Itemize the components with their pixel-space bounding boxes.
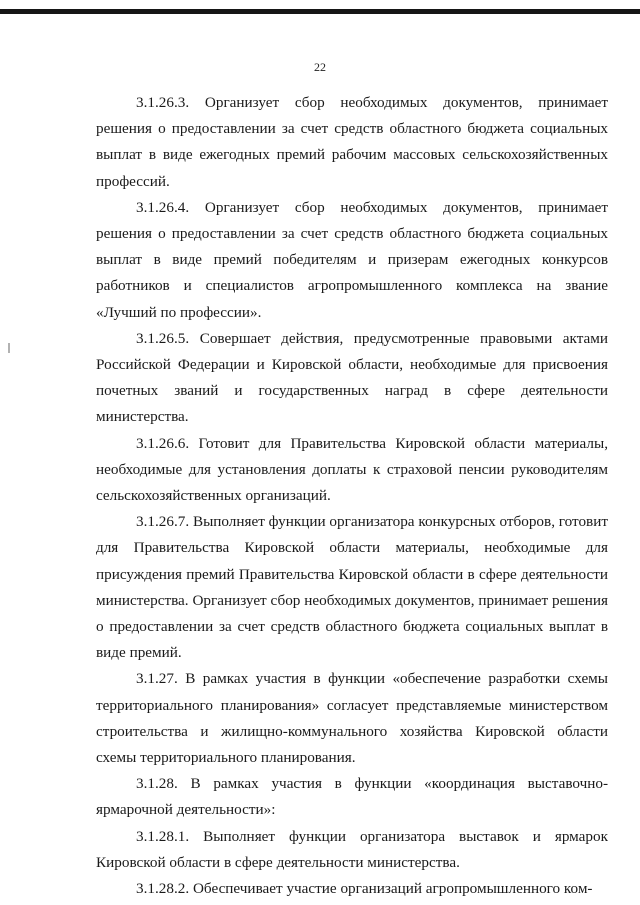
page-number: 22	[314, 60, 326, 74]
top-border-line	[0, 9, 640, 14]
paragraph-3-1-27: 3.1.27. В рамках участия в функции «обеспечение разработки схемы территориального планирования» согласует представляемые министерством строительства и жилищно-коммунального хозяйства Кировской области схемы территориального планирования.	[96, 670, 608, 767]
paragraph-3-1-26-7: 3.1.26.7. Выполняет функции организатора конкурсных отборов, готовит для Правительства Кировской области материалы, необходимые для присуждения премий Правительства Кировской области в сфере деятельности министерства. Организует сбор необходимых документов, принимает решения о предоставлении за счет средств областного бюджета социальных выплат в виде премий.	[96, 513, 608, 662]
paragraph-3-1-26-5: 3.1.26.5. Совершает действия, предусмотренные правовыми актами Российской Федерации и Кировской области, необходимые для присвоения почетных званий и государственных наград в сфере деятельности министерства.	[96, 329, 608, 426]
paragraph-3-1-28: 3.1.28. В рамках участия в функции «координация выставочно-ярмарочной деятельности»:	[96, 775, 608, 819]
scan-margin-mark	[8, 343, 10, 353]
paragraph-3-1-26-6: 3.1.26.6. Готовит для Правительства Кировской области материалы, необходимые для установления доплаты к страховой пенсии руководителям сельскохозяйственных организаций.	[96, 434, 608, 505]
paragraph-3-1-28-1: 3.1.28.1. Выполняет функции организатора выставок и ярмарок Кировской области в сфере деятельности министерства.	[96, 827, 608, 871]
paragraph-3-1-28-2: 3.1.28.2. Обеспечивает участие организаций агропромышленного ком-	[136, 880, 593, 898]
paragraph-3-1-26-4: 3.1.26.4. Организует сбор необходимых документов, принимает решения о предоставлении за счет средств областного бюджета социальных выплат в виде премий победителям и призерам ежегодных конкурсов работников и специалистов агропромышленного комплекса на звание «Лучший по профессии».	[96, 198, 608, 321]
document-body	[96, 90, 608, 902]
paragraph-3-1-26-3: 3.1.26.3. Организует сбор необходимых документов, принимает решения о предоставлении за счет средств областного бюджета социальных выплат в виде ежегодных премий рабочим массовых сельскохозяйственных профессий.	[96, 94, 608, 190]
